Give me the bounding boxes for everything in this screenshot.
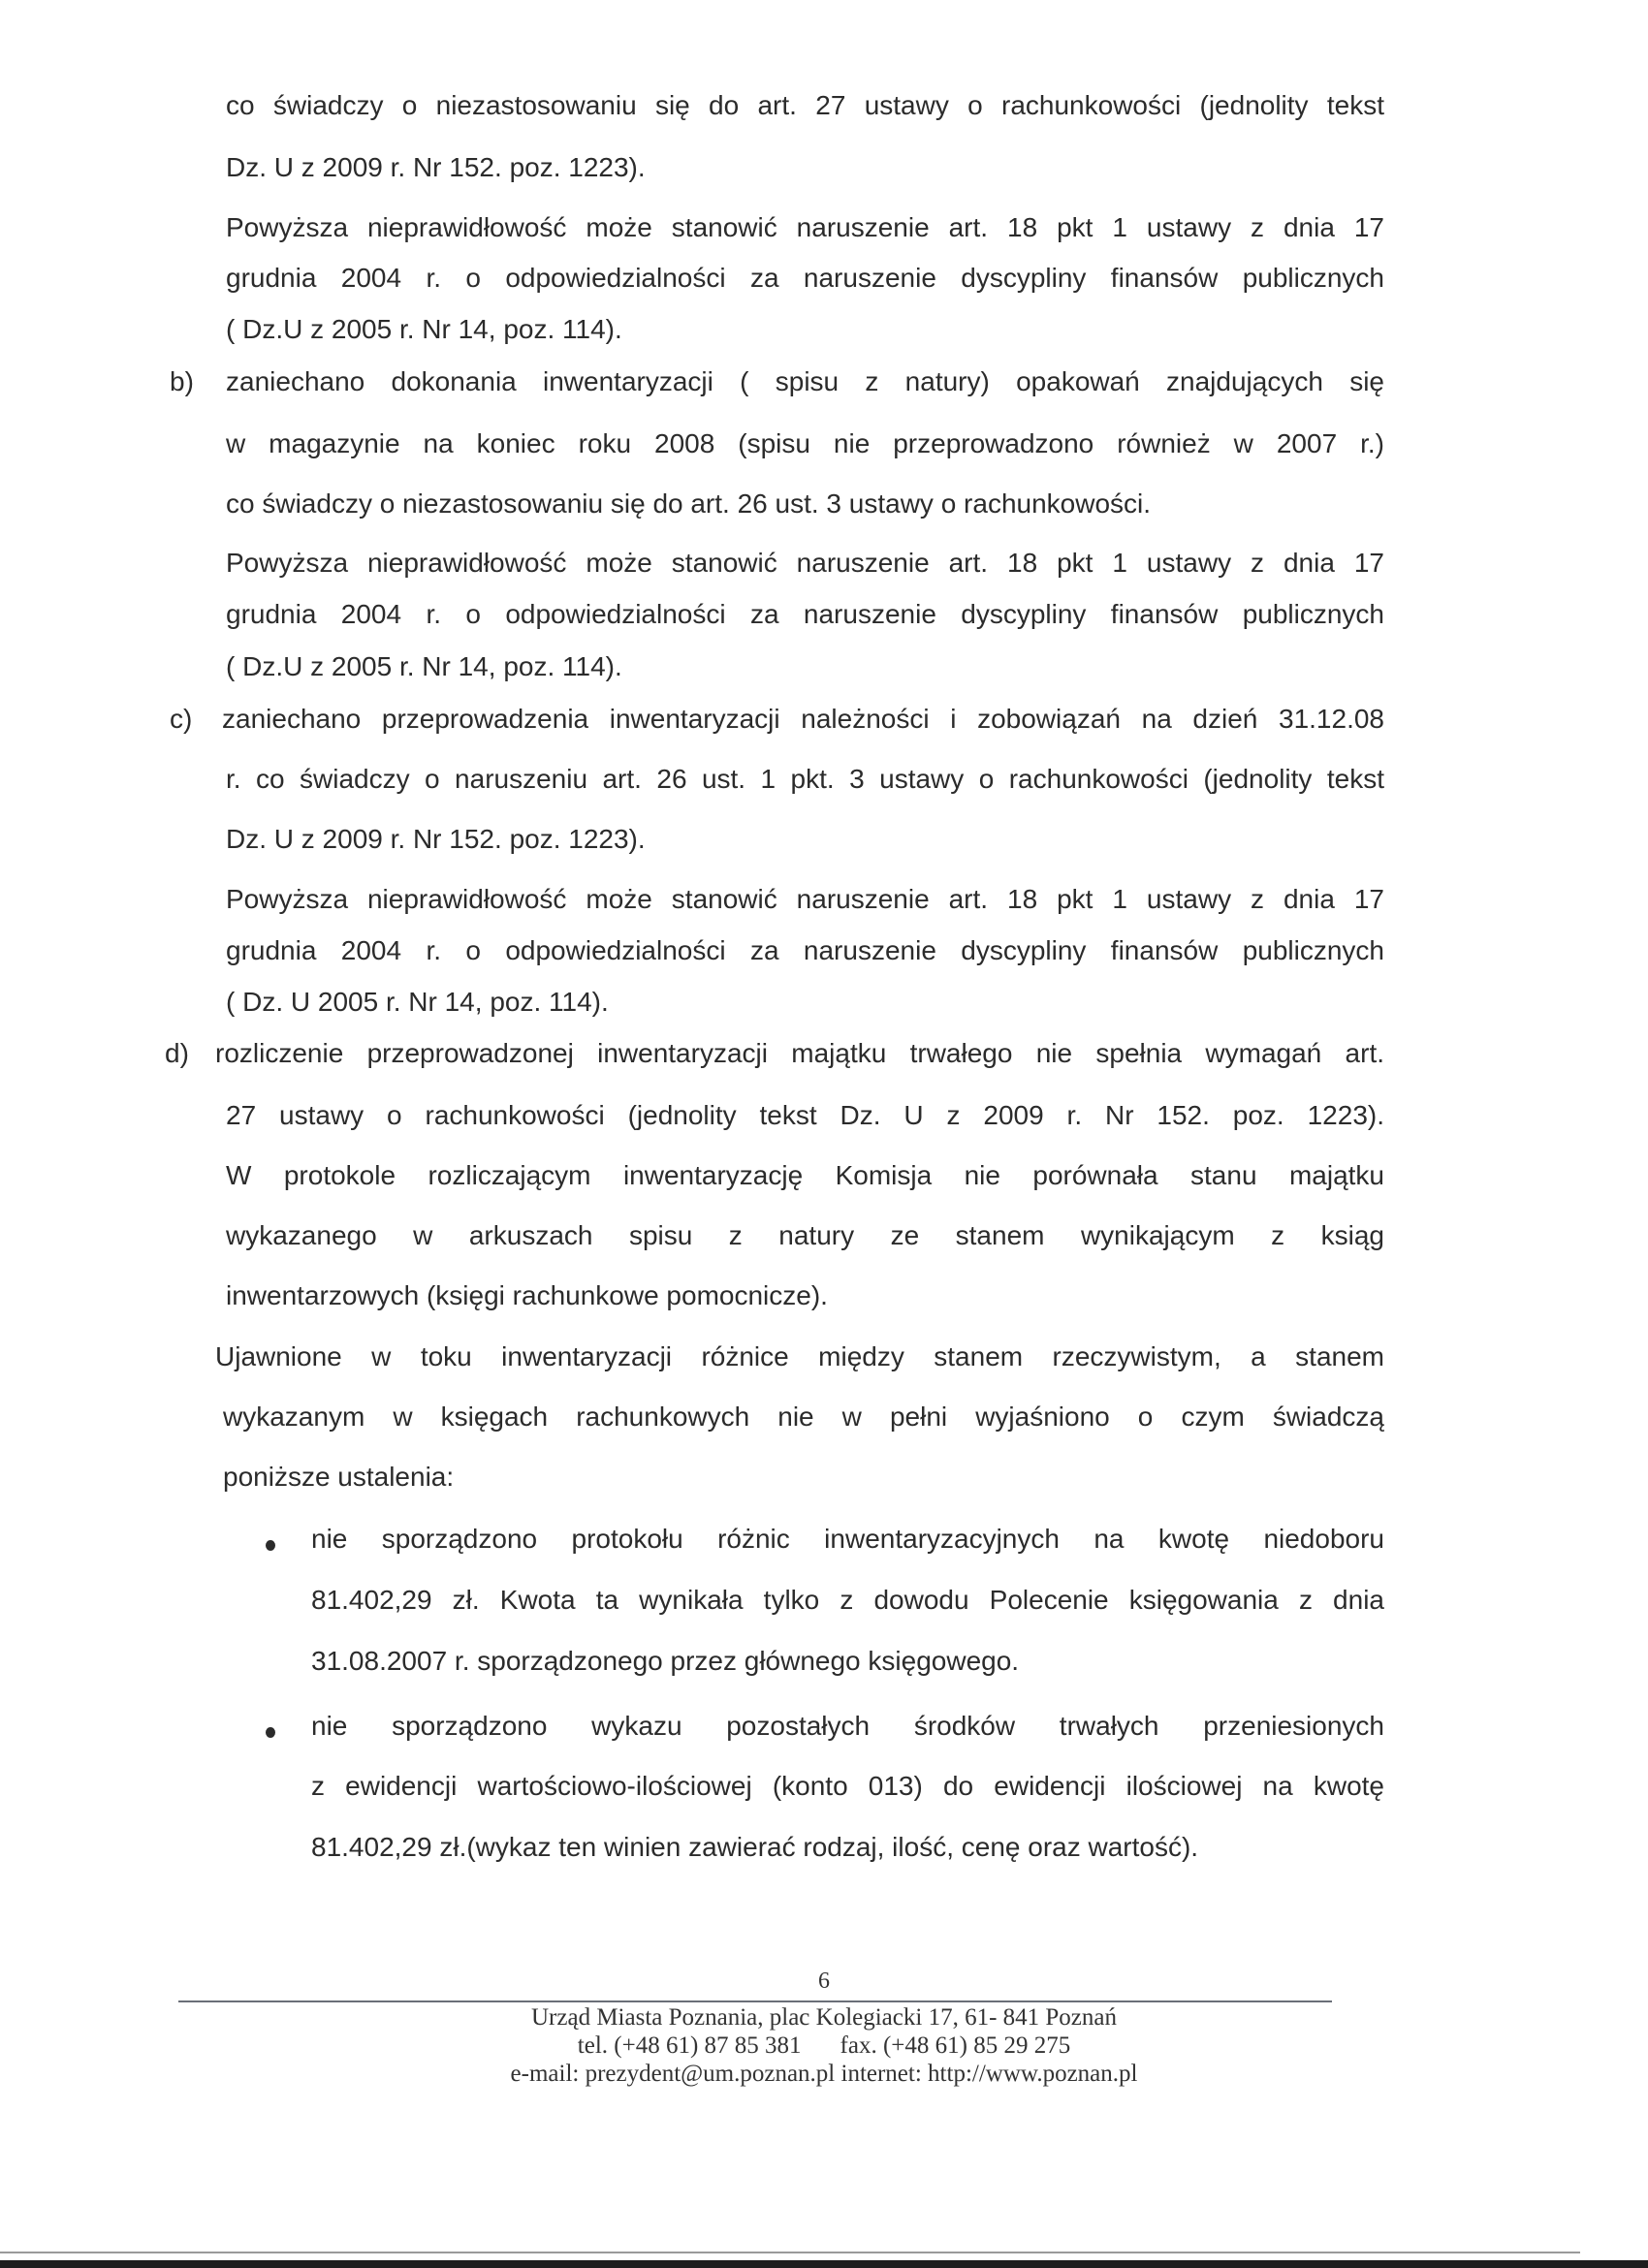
footer-address: Urząd Miasta Poznania, plac Kolegiacki 17, 61- 841 Poznań [531, 2004, 1117, 2031]
text-line: rozliczenie przeprowadzonej inwentaryzacji majątku trwałego nie spełnia wymagań art. [215, 1038, 1384, 1068]
page-number: 6 [818, 1969, 830, 1994]
text-line: Powyższa nieprawidłowość może stanowić naruszenie art. 18 pkt 1 ustawy z dnia 17 [226, 548, 1384, 578]
text-line: 31.08.2007 r. sporządzonego przez głównego księgowego. [311, 1646, 1020, 1676]
footer-phone: tel. (+48 61) 87 85 381 [577, 2032, 802, 2059]
text-line: poniższe ustalenia: [223, 1462, 455, 1492]
list-marker: b) [170, 366, 194, 396]
footer-fax: fax. (+48 61) 85 29 275 [840, 2032, 1071, 2059]
text-line: nie sporządzono protokołu różnic inwentaryzacyjnych na kwotę niedoboru [311, 1524, 1384, 1554]
text-line: co świadczy o niezastosowaniu się do art. 27 ustawy o rachunkowości (jednolity tekst [226, 90, 1384, 120]
text-line: Powyższa nieprawidłowość może stanowić naruszenie art. 18 pkt 1 ustawy z dnia 17 [226, 884, 1384, 914]
footer-divider [178, 2000, 1332, 2002]
footer-phone-fax [0, 2032, 1648, 2060]
text-line: 81.402,29 zł.(wykaz ten winien zawierać rodzaj, ilość, cenę oraz wartość). [311, 1832, 1199, 1862]
list-marker: d) [165, 1038, 189, 1068]
text-line: ( Dz.U z 2005 r. Nr 14, poz. 114). [226, 651, 622, 681]
text-line: Ujawnione w toku inwentaryzacji różnice między stanem rzeczywistym, a stanem [215, 1341, 1384, 1371]
text-line: wykazanym w księgach rachunkowych nie w pełni wyjaśniono o czym świadczą [223, 1402, 1384, 1432]
text-line: 27 ustawy o rachunkowości (jednolity tekst Dz. U z 2009 r. Nr 152. poz. 1223). [226, 1100, 1384, 1130]
text-line: ( Dz.U z 2005 r. Nr 14, poz. 114). [226, 314, 622, 344]
text-line: W protokole rozliczającym inwentaryzację Komisja nie porównała stanu majątku [226, 1160, 1384, 1190]
text-line: inwentarzowych (księgi rachunkowe pomocnicze). [226, 1280, 828, 1310]
text-line: zaniechano przeprowadzenia inwentaryzacji należności i zobowiązań na dzień 31.12.08 [222, 704, 1384, 734]
text-line: r. co świadczy o naruszeniu art. 26 ust. 1 pkt. 3 ustawy o rachunkowości (jednolity tekst [226, 764, 1384, 794]
text-line: Dz. U z 2009 r. Nr 152. poz. 1223). [226, 152, 646, 182]
bullet-icon [266, 1727, 275, 1738]
text-line: grudnia 2004 r. o odpowiedzialności za naruszenie dyscypliny finansów publicznych [226, 935, 1384, 965]
text-line: zaniechano dokonania inwentaryzacji ( spisu z natury) opakowań znajdujących się [226, 366, 1384, 396]
scan-shadow-line [0, 2252, 1580, 2253]
text-line: nie sporządzono wykazu pozostałych środków trwałych przeniesionych [311, 1711, 1384, 1741]
text-line: Powyższa nieprawidłowość może stanowić naruszenie art. 18 pkt 1 ustawy z dnia 17 [226, 212, 1384, 242]
bullet-icon [266, 1540, 275, 1551]
text-line: z ewidencji wartościowo-ilościowej (konto 013) do ewidencji ilościowej na kwotę [311, 1771, 1384, 1801]
text-line: co świadczy o niezastosowaniu się do art. 26 ust. 3 ustawy o rachunkowości. [226, 488, 1152, 519]
scan-edge [0, 2260, 1648, 2268]
footer-contact: e-mail: prezydent@um.poznan.pl internet: http://www.poznan.pl [510, 2061, 1138, 2087]
text-line: ( Dz. U 2005 r. Nr 14, poz. 114). [226, 987, 609, 1017]
text-line: Dz. U z 2009 r. Nr 152. poz. 1223). [226, 824, 646, 854]
text-line: 81.402,29 zł. Kwota ta wynikała tylko z dowodu Polecenie księgowania z dnia [311, 1585, 1384, 1615]
list-marker: c) [170, 704, 193, 734]
text-line: grudnia 2004 r. o odpowiedzialności za naruszenie dyscypliny finansów publicznych [226, 263, 1384, 293]
text-line: wykazanego w arkuszach spisu z natury ze stanem wynikającym z ksiąg [226, 1220, 1384, 1250]
text-line: w magazynie na koniec roku 2008 (spisu nie przeprowadzono również w 2007 r.) [226, 428, 1384, 458]
text-line: grudnia 2004 r. o odpowiedzialności za naruszenie dyscypliny finansów publicznych [226, 599, 1384, 629]
